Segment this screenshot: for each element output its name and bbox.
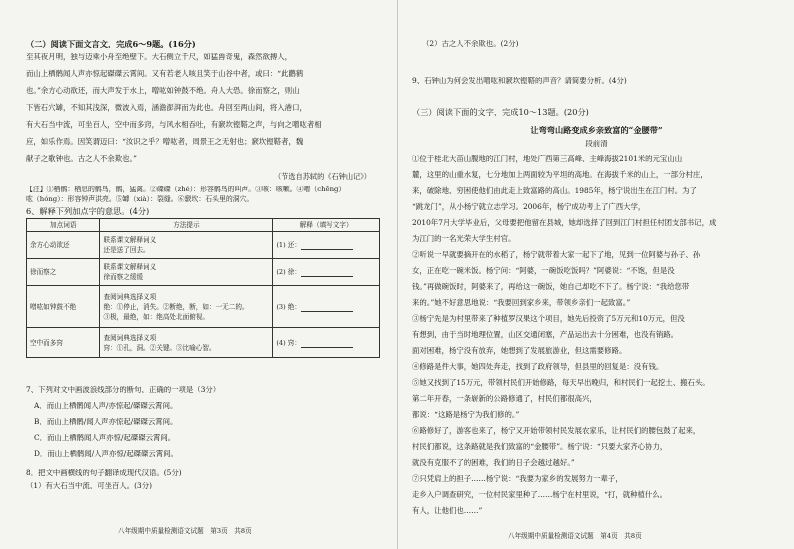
table-cell-answer[interactable] (273, 328, 380, 358)
section-title-modern: （三）阅读下面的文字，完成10～13题。(20分) (412, 108, 589, 117)
table-header: 方法提示 (100, 219, 273, 232)
question-8: 8．把文中画横线的句子翻译成现代汉语。(5分) (26, 469, 182, 477)
section-title-classical: （二）阅读下面文言文，完成6～9题。(16分) (26, 40, 196, 49)
answer-blank[interactable] (301, 241, 353, 250)
article-line: 钱。”再做碗饭时，阿婆来了，再给这一碗饭，她自己却吃不下了。杨宁说：“我给您带 (412, 282, 690, 291)
article-line: 村民们都说，这条路就是我们致富的“金腰带”。杨宁说：“只要大家齐心协力， (412, 442, 668, 451)
answer-label: (4) 窍： (276, 338, 301, 347)
article-line: 2010年7月大学毕业后，父母要把他留在县城，她却选择了回到江门村担任村团支部书记，成 (412, 218, 717, 227)
article-title: 让弯弯山路变成乡亲致富的“金腰带” (530, 126, 663, 135)
article-line: 走乡入户调查研究，一位村民家里种了……杨宁在村里说，“打，就种植什么。 (412, 490, 668, 499)
table-header-row (27, 219, 380, 232)
question-6: 6、解释下列加点字的意思。(4分) (26, 207, 150, 216)
passage-line: 有大石当中流，可坐百人，空中而多窍，与风水相吞吐，有窾坎镗鞳之声，与向之噌吰者相 (26, 120, 322, 129)
article-line: ④修路是件大事，她四处奔走，找到了政府领导，但县里的回复是：没有钱。 (412, 362, 664, 371)
table-header: 加点词语 (27, 219, 100, 232)
option-a[interactable]: A．而山上栖鹘闻人声/亦惊起/磔磔云霄间。 (34, 402, 178, 410)
question-7: 7、下列对文中画波浪线部分的断句，正确的一项是（3分） (26, 386, 221, 394)
table-cell-answer[interactable] (273, 286, 380, 328)
table-cell-word: 噌吰如钟鼓不绝 (27, 286, 100, 328)
table-cell-word: 余方心动欲还 (27, 232, 100, 259)
article-line: 麓，这里的山重水复，七分地加上两面较为平坦的高地。在海拔千米的山上，一部分村庄， (412, 170, 708, 179)
page-footer: 八年级期中质量检测语文试题 第3页 共8页 (118, 527, 252, 535)
passage-line: 也。”余方心动欲还，而大声发于水上，噌吰如钟鼓不绝。舟人大恐。徐而察之，则山 (26, 86, 300, 95)
method-line: 查阅词典选择义项 (103, 333, 157, 342)
classical-passage (26, 53, 382, 169)
option-c[interactable]: C．而山上栖鹘闻人声亦惊/起磔磔云霄间。 (34, 434, 176, 442)
answer-label: (1) 还： (276, 241, 301, 249)
answer-blank[interactable] (301, 303, 353, 312)
question-9: 9、石钟山为何会发出噌吰和窾坎镗鞳的声音？请简要分析。(4分) (412, 77, 627, 85)
table-row (27, 328, 380, 358)
table-cell-method (100, 259, 273, 286)
article-line: ①位于桂北大苗山腹地的江门村，地处广西第三高峰、主峰海拔2101米的元宝山山 (412, 155, 683, 163)
answer-blank[interactable] (301, 268, 353, 277)
method-line: 还是送了回去。 (103, 246, 150, 254)
method-line: 徐而察之缓缓 (103, 273, 144, 281)
article-line: 有人，让他们也……” (412, 506, 483, 515)
passage-source: （节选自苏轼的《石钟山记》） (273, 172, 371, 181)
annotation-notes (26, 186, 382, 206)
article-line: ⑤她又找到了15万元，带领村民们开始修路，每天早出晚归，和村民们一起挖土、搬石头。 (412, 378, 710, 387)
method-line: 绝：①停止，消失。②断绝，断，如：一无二的。 (103, 302, 249, 311)
article-body (412, 155, 780, 515)
table-header: 解释（填写文字） (273, 219, 380, 232)
note-line: 【注】①栖鹘：栖息的鹘鸟，鹘，猛禽。②磔磔（zhé）：形容鹘鸟的叫声。③咳：咳嗽。④噌（chēng） (26, 186, 346, 193)
answer-label: (3) 绝： (276, 302, 301, 311)
article-line: 面对困难，杨宁没有放弃，她想到了发展旅游业，但这需要修路。 (412, 346, 627, 355)
table-row (27, 232, 380, 259)
article-line: 就没有克服不了的困难，我们的日子会越过越好。” (412, 458, 575, 467)
right-page (397, 0, 794, 549)
method-line: 窍：①孔，洞。②关键。③比喻心智。 (103, 343, 216, 352)
page-footer: 八年级期中质量检测语文试题 第4页 共8页 (508, 532, 642, 540)
method-line: 联系课文解释词义 (103, 236, 157, 244)
article-line: 为江门的一名光荣大学生村官。 (412, 234, 516, 243)
table-cell-word: 空中而多窍 (27, 328, 100, 358)
article-line: 有想到，由于当时地理位置，山区交通闭塞，产品运出去十分困难，也没有销路。 (412, 330, 679, 339)
article-line: 女，正在吃一碗米饭。杨宁问：“阿婆，一碗饭吃饭吗？”阿婆说：“不饱，但是没 (412, 266, 675, 275)
table-row (27, 286, 380, 328)
passage-line: 应，如乐作焉。因笑谓迈曰：“汝识之乎？噌吰者，周景王之无射也；窾坎镗鞳者，魏 (26, 137, 304, 146)
table-cell-method (100, 286, 273, 328)
table-cell-answer[interactable] (273, 259, 380, 286)
table-cell-method (100, 328, 273, 358)
article-line: 第二年开春，一条崭新的公路修通了，村民们都很高兴， (412, 394, 597, 403)
article-line: ⑥路修好了，游客也来了，杨宁又开始带领村民发展农家乐，让村民们的腰包鼓了起来， (412, 426, 701, 435)
answer-blank[interactable] (301, 339, 353, 348)
option-b[interactable]: B．而山上栖鹘/闻人声亦惊起/磔磔云霄间。 (34, 418, 178, 426)
question-8-1: （1）有大石当中流，可坐百人。(3分) (26, 482, 153, 490)
article-line: “跳龙门”，从小杨宁就立志学习。2006年，杨宁成功考上了广西大学， (412, 202, 646, 211)
article-line: ②听说一早就要摘开在的水稻了，杨宁就带着大家一起下了地，见到一位阿婆与孙子、孙 (412, 250, 701, 259)
passage-line: 至其夜月明，独与迈乘小舟至绝壁下。大石侧立千尺，如猛兽奇鬼，森然欲搏人， (26, 53, 293, 61)
article-author: 段前清 (585, 140, 608, 148)
vocab-table (26, 218, 380, 358)
question-8-2: （2）古之人不余欺也。(2分) (422, 40, 519, 48)
article-line: ⑦只凭肩上的担子……杨宁说：“我要为家乡的发展努力一辈子， (412, 474, 623, 483)
article-line: 都说：“这路是杨宁为我们修的。” (412, 410, 520, 419)
article-line: 来的。”她不好意思地说：“我要回到家乡来，带领乡亲们一起致富。” (412, 298, 631, 307)
table-cell-word: 徐而察之 (27, 259, 100, 286)
passage-line: 而山上栖鹘闻人声亦惊起磔磔云霄间。又有若老人咳且笑于山谷中者，或曰：“此鹳鹤 (26, 69, 304, 78)
table-cell-method (100, 232, 273, 259)
note-line: 吰（hóng）：形容钟声洪亮。⑤罅（xià）：裂缝。⑥窾坎：石头里的洞穴。 (26, 195, 254, 203)
table-row (27, 259, 380, 286)
answer-label: (2) 徐： (276, 268, 301, 276)
passage-line: 下皆石穴罅，不知其浅深，微波入焉，涵澹澎湃而为此也。舟回至两山间，将入港口， (26, 103, 307, 112)
passage-line: 献子之歌钟也。古之人不余欺也。” (26, 154, 137, 163)
method-line: 查阅词典选择义项 (103, 292, 157, 301)
option-d[interactable]: D．而山上栖鹘闻/人声亦惊/起磔磔云霄间。 (34, 450, 178, 458)
article-line: ③杨宁先是为村里带来了种植罗汉果这个项目，她先后投资了5万元和10万元，但没 (412, 314, 685, 323)
method-line: ③极，最绝，如：绝高处北面俯视。 (103, 312, 209, 321)
table-cell-answer[interactable] (273, 232, 380, 259)
method-line: 联系课文解释词义 (103, 263, 157, 271)
article-line: 来，破除地、穷困使他们由此走上致富路的高山。1985年，杨宁说出生在江门村。为了 (412, 186, 697, 195)
